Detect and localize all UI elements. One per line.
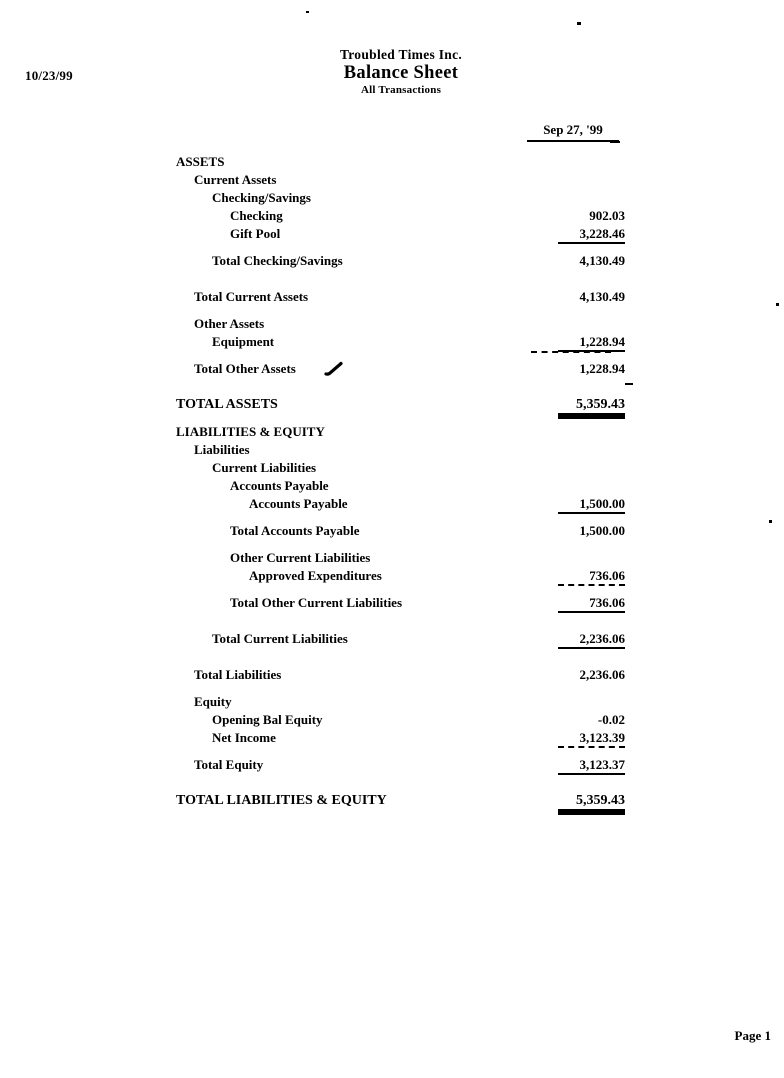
amount-cell bbox=[505, 171, 625, 189]
amount-value: 1,500.00 bbox=[558, 496, 625, 514]
report-row bbox=[0, 729, 784, 747]
amount-cell bbox=[505, 693, 625, 711]
report-row bbox=[0, 693, 784, 711]
company-name: Troubled Times Inc. bbox=[339, 47, 463, 62]
report-row bbox=[0, 423, 784, 441]
amount-cell bbox=[505, 792, 625, 810]
report-row bbox=[0, 756, 784, 774]
account-label bbox=[0, 594, 505, 612]
account-label bbox=[0, 396, 505, 414]
account-label bbox=[0, 441, 505, 459]
account-label-text: Equity bbox=[194, 694, 232, 709]
account-label-text: Current Assets bbox=[194, 172, 277, 187]
report-row bbox=[0, 396, 784, 414]
report-subtitle: All Transactions bbox=[360, 84, 442, 96]
column-date-header: Sep 27, '99 bbox=[527, 122, 619, 142]
amount-cell bbox=[505, 153, 625, 171]
account-label-text: Total Other Current Liabilities bbox=[230, 595, 403, 610]
report-row bbox=[0, 252, 784, 270]
report-row bbox=[0, 666, 784, 684]
amount-cell bbox=[505, 225, 625, 243]
account-label-text: Other Current Liabilities bbox=[230, 550, 371, 565]
account-label bbox=[0, 711, 505, 729]
amount-cell bbox=[505, 594, 625, 612]
report-row bbox=[0, 225, 784, 243]
amount-value: 5,359.43 bbox=[558, 397, 625, 415]
amount-cell bbox=[505, 315, 625, 333]
amount-value: 4,130.49 bbox=[579, 253, 625, 268]
amount-cell bbox=[505, 477, 625, 495]
scan-ghost-dash bbox=[625, 383, 633, 385]
account-label-text: Current Liabilities bbox=[212, 460, 317, 475]
report-row bbox=[0, 594, 784, 612]
amount-cell bbox=[505, 189, 625, 207]
scan-speck bbox=[577, 22, 581, 25]
amount-cell bbox=[505, 549, 625, 567]
amount-value: 736.06 bbox=[558, 595, 625, 613]
account-label bbox=[0, 666, 505, 684]
account-label-text: Gift Pool bbox=[230, 226, 281, 241]
account-label-text: Checking/Savings bbox=[212, 190, 311, 205]
scan-ghost-dash bbox=[613, 242, 625, 244]
report-row bbox=[0, 333, 784, 351]
account-label bbox=[0, 756, 505, 774]
account-label-text: Total Checking/Savings bbox=[212, 253, 343, 268]
account-label bbox=[0, 189, 505, 207]
report-row bbox=[0, 711, 784, 729]
amount-value: 1,500.00 bbox=[579, 523, 625, 538]
scan-ghost-dash bbox=[610, 141, 620, 143]
report-row bbox=[0, 477, 784, 495]
amount-value: 2,236.06 bbox=[558, 631, 625, 649]
report-row bbox=[0, 549, 784, 567]
account-label bbox=[0, 792, 505, 810]
account-label bbox=[0, 459, 505, 477]
report-row bbox=[0, 189, 784, 207]
report-row bbox=[0, 495, 784, 513]
amount-value: 2,236.06 bbox=[579, 667, 625, 682]
handwritten-checkmark-icon bbox=[324, 361, 344, 376]
account-label bbox=[0, 252, 505, 270]
report-row bbox=[0, 207, 784, 225]
scan-speck bbox=[769, 520, 772, 523]
account-label-text: Checking bbox=[230, 208, 283, 223]
amount-cell bbox=[505, 360, 625, 378]
report-row bbox=[0, 441, 784, 459]
amount-value: 736.06 bbox=[558, 568, 625, 586]
amount-value: 3,123.39 bbox=[558, 730, 625, 748]
amount-cell bbox=[505, 423, 625, 441]
account-label-text: Total Other Assets bbox=[194, 361, 296, 376]
page-number: Page 1 bbox=[734, 1028, 771, 1043]
account-label bbox=[0, 477, 505, 495]
account-label bbox=[0, 630, 505, 648]
account-label bbox=[0, 729, 505, 747]
report-title: Balance Sheet bbox=[343, 63, 459, 83]
amount-value: 3,228.46 bbox=[558, 226, 625, 244]
amount-value: 902.03 bbox=[589, 208, 625, 223]
account-label bbox=[0, 693, 505, 711]
amount-cell bbox=[505, 630, 625, 648]
report-body bbox=[0, 153, 784, 810]
account-label bbox=[0, 333, 505, 351]
account-label-text: TOTAL ASSETS bbox=[176, 397, 278, 412]
amount-cell bbox=[505, 396, 625, 414]
account-label-text: Total Equity bbox=[194, 757, 264, 772]
amount-value: 1,228.94 bbox=[558, 334, 625, 352]
report-row bbox=[0, 153, 784, 171]
account-label bbox=[0, 423, 505, 441]
amount-cell bbox=[505, 333, 625, 351]
account-label-text: Liabilities bbox=[194, 442, 250, 457]
amount-cell bbox=[505, 288, 625, 306]
amount-cell bbox=[505, 522, 625, 540]
account-label bbox=[0, 495, 505, 513]
report-row bbox=[0, 630, 784, 648]
amount-cell bbox=[505, 666, 625, 684]
report-header bbox=[9, 47, 784, 97]
account-label-text: Total Liabilities bbox=[194, 667, 282, 682]
account-label-text: Accounts Payable bbox=[249, 496, 348, 511]
amount-value: 5,359.43 bbox=[558, 793, 625, 811]
account-label bbox=[0, 171, 505, 189]
account-label-text: Net Income bbox=[212, 730, 276, 745]
account-label-text: Total Current Assets bbox=[194, 289, 309, 304]
amount-value: 4,130.49 bbox=[579, 289, 625, 304]
account-label-text: ASSETS bbox=[176, 154, 225, 169]
account-label-text: Equipment bbox=[212, 334, 275, 349]
account-label-text: Total Current Liabilities bbox=[212, 631, 348, 646]
account-label-text: TOTAL LIABILITIES & EQUITY bbox=[176, 793, 387, 808]
report-row bbox=[0, 171, 784, 189]
scan-speck bbox=[776, 303, 779, 306]
amount-value: -0.02 bbox=[597, 712, 625, 727]
account-label bbox=[0, 522, 505, 540]
amount-cell bbox=[505, 459, 625, 477]
account-label-text: Approved Expenditures bbox=[249, 568, 382, 583]
account-label bbox=[0, 225, 505, 243]
amount-cell bbox=[505, 207, 625, 225]
report-row bbox=[0, 315, 784, 333]
account-label-text: Accounts Payable bbox=[230, 478, 329, 493]
amount-value: 1,228.94 bbox=[579, 361, 625, 376]
account-label-text: LIABILITIES & EQUITY bbox=[176, 424, 325, 439]
scan-speck bbox=[306, 11, 309, 13]
report-row bbox=[0, 522, 784, 540]
amount-value: 3,123.37 bbox=[558, 757, 625, 775]
report-row bbox=[0, 360, 784, 378]
amount-cell bbox=[505, 711, 625, 729]
account-label-text: Opening Bal Equity bbox=[212, 712, 323, 727]
account-label bbox=[0, 315, 505, 333]
account-label-text: Total Accounts Payable bbox=[230, 523, 360, 538]
print-date: 10/23/99 bbox=[25, 68, 73, 83]
report-row bbox=[0, 567, 784, 585]
account-label bbox=[0, 567, 505, 585]
amount-cell bbox=[505, 252, 625, 270]
amount-cell bbox=[505, 495, 625, 513]
account-label bbox=[0, 288, 505, 306]
report-row bbox=[0, 288, 784, 306]
amount-cell bbox=[505, 441, 625, 459]
account-label bbox=[0, 207, 505, 225]
amount-cell bbox=[505, 729, 625, 747]
account-label bbox=[0, 360, 505, 378]
amount-cell bbox=[505, 567, 625, 585]
account-label bbox=[0, 549, 505, 567]
amount-cell bbox=[505, 756, 625, 774]
scan-ghost-dash bbox=[531, 351, 611, 353]
report-row bbox=[0, 792, 784, 810]
account-label-text: Other Assets bbox=[194, 316, 265, 331]
report-row bbox=[0, 459, 784, 477]
account-label bbox=[0, 153, 505, 171]
